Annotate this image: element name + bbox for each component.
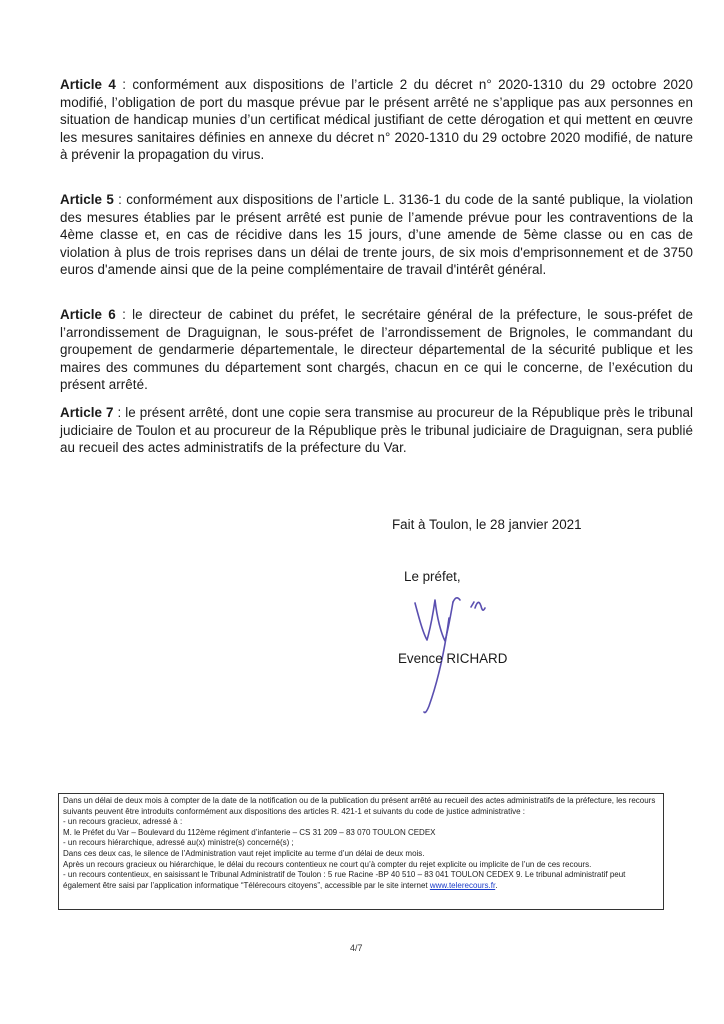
place-date: Fait à Toulon, le 28 janvier 2021	[392, 517, 582, 532]
article-6-text: : le directeur de cabinet du préfet, le secrétaire général de la préfecture, le sous-préfet de l’arrondissement de Draguignan, le sous-préfet de l’arrondissement de Brignoles, le commandant du groupement de gendarmerie départementale, le directeur départemental de la sécurité publique et les maires des communes du département sont chargés, chacun en ce qui le concerne, de l’exécution du présent arrêté.	[60, 307, 693, 392]
notice-line: - un recours hiérarchique, adressé au(x) ministre(s) concerné(s) ;	[63, 838, 294, 848]
article-5-label: Article 5	[60, 192, 114, 207]
article-5	[60, 191, 693, 279]
article-6	[60, 306, 693, 394]
article-7	[60, 404, 693, 457]
page-number: 4/7	[350, 943, 363, 953]
article-4	[60, 76, 693, 164]
notice-line	[63, 870, 659, 891]
telerecours-link[interactable]: www.telerecours.fr	[429, 880, 496, 890]
notice-last-line: - un recours contentieux, en saisissant le Tribunal Administratif de Toulon : 5 rue Racine -BP 40 510 – 83 041 TOULON CEDEX 9. Le tribunal administratif peut également être saisi par l’application informatique “Télérecours citoyens”, accessible par le site internet	[63, 870, 626, 890]
article-4-label: Article 4	[60, 77, 116, 92]
notice-last-suffix: .	[495, 880, 498, 890]
signatory-name: Evence RICHARD	[398, 651, 508, 666]
article-5-text: : conformément aux dispositions de l’article L. 3136-1 du code de la santé publique, la violation des mesures établies par le présent arrêté est punie de l’amende prévue pour les contraventions de la 4ème classe et, en cas de récidive dans les 15 jours, d’une amende de 5ème classe ou en cas de violation à plus de trois reprises dans un délai de trente jours, de six mois d'emprisonnement et de 3750 euros d'amende ainsi que de la peine complémentaire de travail d'intérêt général.	[60, 192, 693, 277]
notice-line: Dans ces deux cas, le silence de l’Administration vaut rejet implicite au terme d’un délai de deux mois.	[63, 848, 425, 858]
notice-line: M. le Préfet du Var – Boulevard du 112ème régiment d’infanterie – CS 31 209 – 83 070 TOULON CEDEX	[63, 827, 436, 837]
article-4-text: : conformément aux dispositions de l’article 2 du décret n° 2020-1310 du 29 octobre 2020 modifié, l’obligation de port du masque prévue par le présent arrêté ne s’applique pas aux personnes en situation de handicap munies d’un certificat médical justifiant de cette dérogation et qui mettent en œuvre les mesures sanitaires définies en annexe du décret n° 2020-1310 du 29 octobre 2020 modifié, de nature à prévenir la propagation du virus.	[60, 77, 694, 162]
notice-line: Dans un délai de deux mois à compter de la date de la notification ou de la publication du présent arrêté au recueil des actes administratifs de la préfecture, les recours suivants peuvent être introduits conformément aux dispositions des articles R. 421-1 et suivants du code de justice administrative :	[63, 796, 656, 816]
article-6-label: Article 6	[60, 307, 116, 322]
notice-line: Après un recours gracieux ou hiérarchique, le délai du recours contentieux ne court qu’à compter du rejet explicite ou implicite de l’un de ces recours.	[63, 859, 592, 869]
legal-recourse-notice	[58, 793, 664, 910]
signatory-title: Le préfet,	[404, 569, 461, 584]
article-7-text: : le présent arrêté, dont une copie sera transmise au procureur de la République près le tribunal judiciaire de Toulon et au procureur de la République près le tribunal judiciaire de Draguignan, sera publié au recueil des actes administratifs de la préfecture du Var.	[60, 405, 693, 455]
notice-line: - un recours gracieux, adressé à :	[63, 817, 183, 827]
article-7-label: Article 7	[60, 405, 114, 420]
